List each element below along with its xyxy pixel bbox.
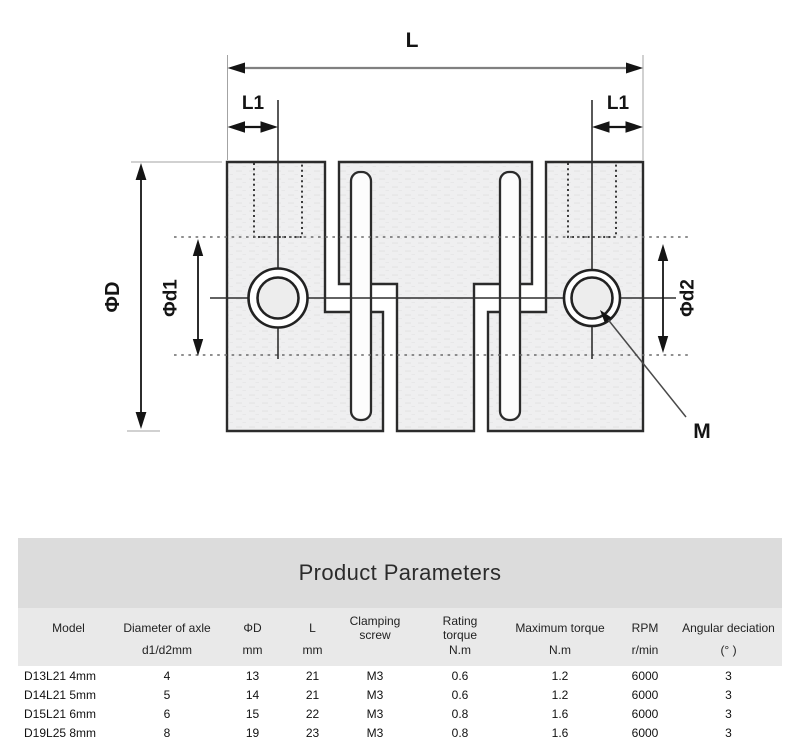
table-title: Product Parameters	[298, 560, 502, 585]
column-header-angular-deciation: Angular deciation (° )	[682, 621, 775, 657]
dim-label-L: L	[405, 29, 419, 52]
column-header-phiD: ΦD mm	[242, 621, 263, 657]
dim-phiD	[102, 163, 146, 429]
table-row: D19L25 8mm 8 19 23 M3 0.8 1.6 6000 3	[18, 723, 782, 742]
cell-model: D19L25 8mm	[24, 725, 97, 740]
dim-L	[228, 29, 644, 74]
column-header-maximum-torque: Maximum torque N.m	[515, 621, 605, 657]
callout-label-M: M	[693, 420, 711, 443]
screw-hole-right-inner	[572, 278, 613, 319]
table-row: D15L21 6mm 6 15 22 M3 0.8 1.6 6000 3	[18, 704, 782, 723]
dim-label-L1-right: L1	[606, 93, 630, 114]
dim-label-phiD: ΦD	[102, 281, 124, 313]
table-header-row	[18, 608, 782, 666]
cell-model: D14L21 5mm	[24, 687, 97, 702]
dim-L1-right	[592, 93, 643, 133]
dim-label-L1-left: L1	[241, 93, 265, 114]
table-body	[18, 666, 782, 742]
cell-model: D15L21 6mm	[24, 706, 97, 721]
dim-L1-left	[228, 93, 279, 133]
cell-model: D13L21 4mm	[24, 668, 97, 683]
table-row: D13L21 4mm 4 13 21 M3 0.6 1.2 6000 3	[18, 666, 782, 685]
flexure-slot-left	[351, 172, 371, 420]
column-header-diameter: Diameter of axle d1/d2mm	[123, 621, 211, 657]
column-header-rating-torque: Rating torque N.m	[442, 614, 478, 657]
screw-hole-left-inner	[258, 278, 299, 319]
table-title-band	[18, 538, 782, 608]
flexure-slot-right	[500, 172, 520, 420]
dim-phid1	[161, 239, 204, 356]
column-header-L: L mm	[302, 621, 323, 657]
column-header-clamping-screw: Clamping screw	[349, 614, 401, 642]
product-parameters-table	[18, 538, 782, 742]
dim-label-phid2: Φd2	[677, 279, 699, 317]
column-header-model: Model	[52, 621, 85, 635]
table-row: D14L21 5mm 5 14 21 M3 0.6 1.2 6000 3	[18, 685, 782, 704]
column-header-rpm: RPM r/min	[631, 621, 659, 657]
dim-label-phid1: Φd1	[160, 279, 182, 317]
